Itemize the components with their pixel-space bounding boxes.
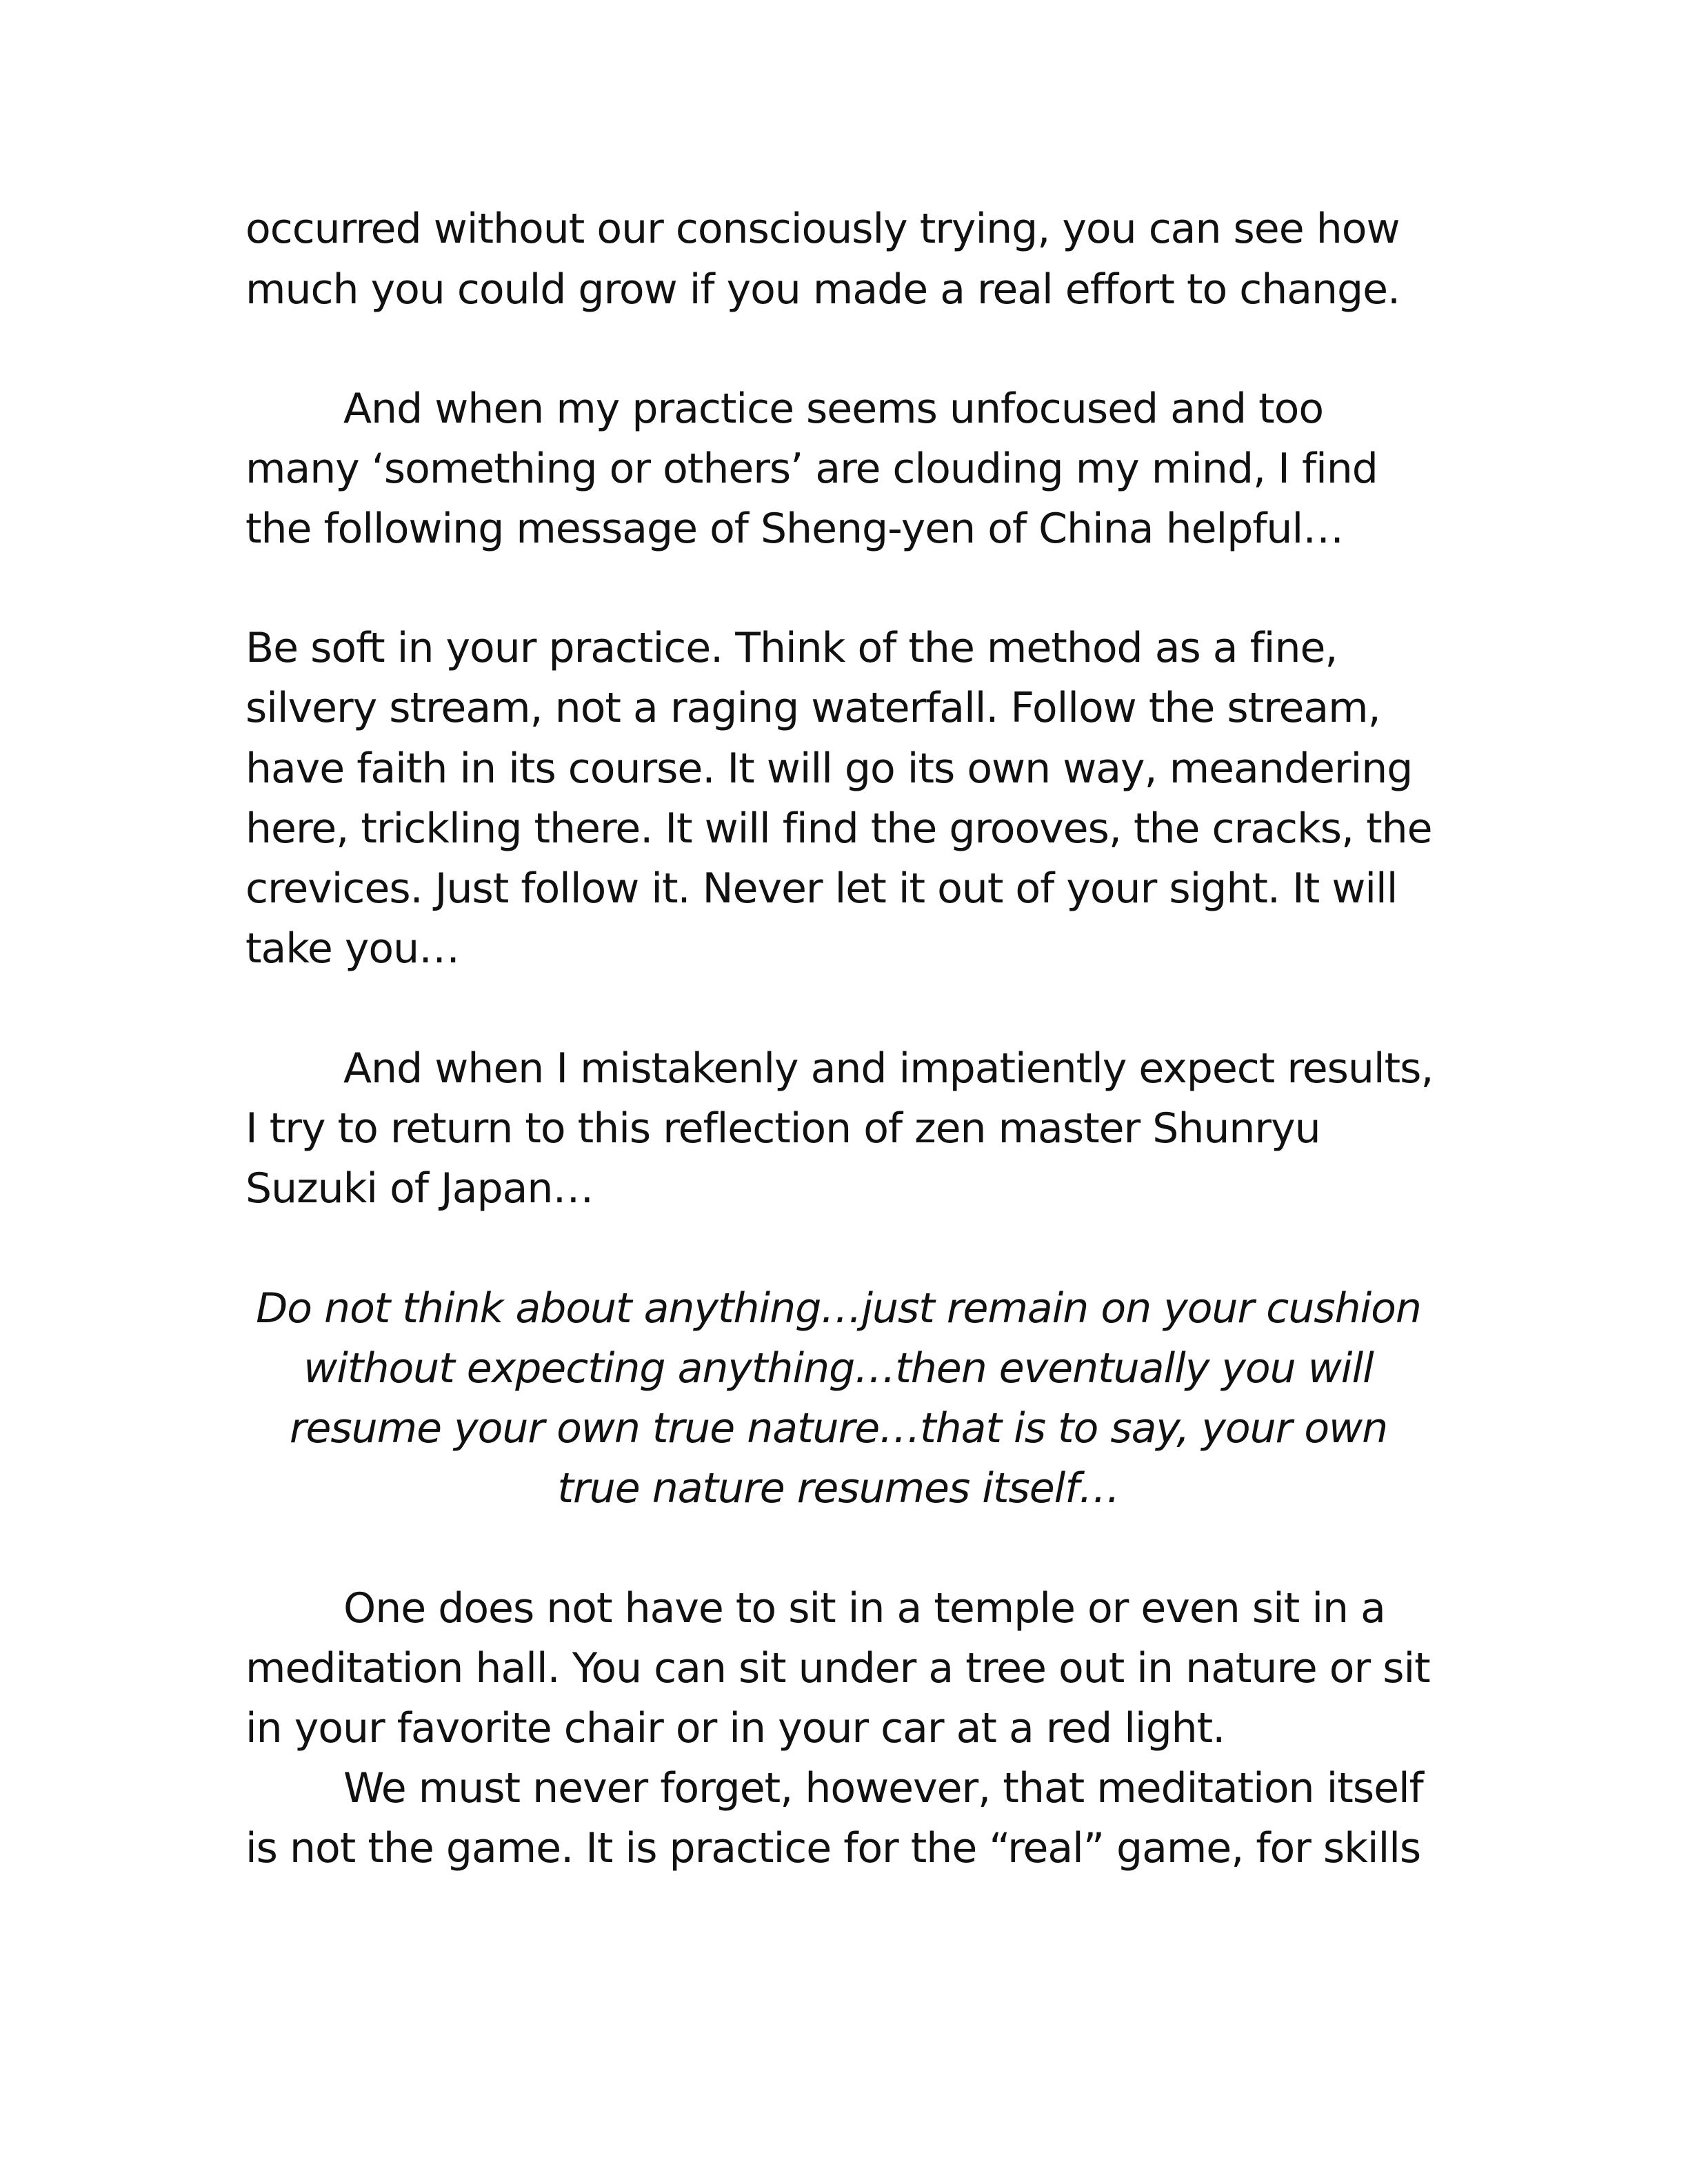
- text-line: is not the game. It is practice for the “real” game, for skills: [245, 1824, 1421, 1872]
- quote-line: without expecting anything…then eventually you will: [303, 1344, 1374, 1393]
- text-line: One does not have to sit in a temple or even sit in a: [343, 1584, 1385, 1632]
- text-line: And when my practice seems unfocused and too: [343, 385, 1324, 433]
- text-line: Suzuki of Japan…: [245, 1164, 594, 1213]
- text-line: And when I mistakenly and impatiently expect results,: [343, 1044, 1434, 1093]
- quote-line: true nature resumes itself…: [557, 1464, 1120, 1513]
- quote-line: resume your own true nature…that is to say, your own: [289, 1404, 1388, 1453]
- text-line: many ‘something or others’ are clouding my mind, I find: [245, 445, 1378, 493]
- text-line: take you…: [245, 924, 460, 973]
- quote-line: Do not think about anything…just remain on your cushion: [256, 1284, 1421, 1333]
- text-line: the following message of Sheng-yen of China helpful…: [245, 505, 1344, 553]
- text-line: here, trickling there. It will find the grooves, the cracks, the: [245, 805, 1432, 853]
- text-line: in your favorite chair or in your car at a red light.: [245, 1704, 1225, 1752]
- text-line: have faith in its course. It will go its own way, meandering: [245, 745, 1413, 793]
- text-line: much you could grow if you made a real effort to change.: [245, 265, 1400, 314]
- text-line: silvery stream, not a raging waterfall. Follow the stream,: [245, 684, 1380, 732]
- text-line: Be soft in your practice. Think of the method as a fine,: [245, 624, 1338, 672]
- text-line: occurred without our consciously trying, you can see how: [245, 205, 1400, 253]
- text-line: I try to return to this reflection of zen master Shunryu: [245, 1104, 1320, 1153]
- text-line: meditation hall. You can sit under a tree out in nature or sit: [245, 1644, 1430, 1692]
- text-line: crevices. Just follow it. Never let it out of your sight. It will: [245, 865, 1398, 913]
- text-line: We must never forget, however, that meditation itself: [343, 1764, 1423, 1812]
